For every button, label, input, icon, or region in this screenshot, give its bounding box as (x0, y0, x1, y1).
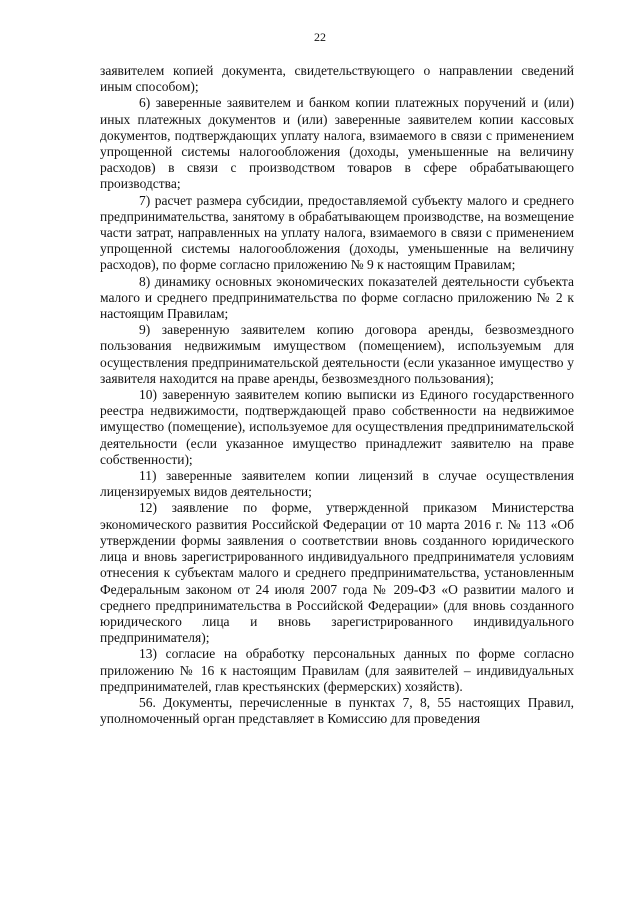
paragraph-item-12: 12) заявление по форме, утвержденной приказом Министерства экономического развития Российской Федерации от 10 марта 2016 г. № 113 «Об утверждении формы заявления о соответствии вновь созданного юридического лица и вновь зарегистрированного индивидуального предпринимателя условиям отнесения к субъектам малого и среднего предпринимательства, установленным Федеральным законом от 24 июля 2007 года № 209-ФЗ «О развитии малого и среднего предпринимательства в Российской Федерации» (для вновь созданного юридического лица и вновь зарегистрированного индивидуального предпринимателя); (100, 500, 574, 646)
paragraph-clause-56: 56. Документы, перечисленные в пунктах 7, 8, 55 настоящих Правил, уполномоченный орган представляет в Комиссию для проведения (100, 694, 574, 727)
paragraph-item-9: 9) заверенную заявителем копию договора аренды, безвозмездного пользования недвижимым имуществом (помещением), используемым для осуществления предпринимательской деятельности (если указанное имущество у заявителя находится на праве аренды, безвозмездного пользования); (100, 322, 574, 386)
paragraph-item-13: 13) согласие на обработку персональных данных по форме согласно приложению № 16 к настоящим Правилам (для заявителей – индивидуальных предпринимателей, глав крестьянских (фермерских) хозяйств). (100, 646, 574, 694)
paragraph-item-6: 6) заверенные заявителем и банком копии платежных поручений и (или) иных платежных документов и (или) заверенные заявителем копии кассовых документов, подтверждающих уплату налога, взимаемого в связи с применением упрощенной системы налогообложения (доходы, уменьшенные на величину расходов) в связи с производством товаров в сфере обрабатывающего производства; (100, 95, 574, 192)
paragraph-item-10: 10) заверенную заявителем копию выписки из Единого государственного реестра недвижимости, подтверждающей право собственности на недвижимое имущество (помещение), используемое для осуществления предпринимательской деятельности (если указанное имущество принадлежит заявителю на праве собственности); (100, 387, 574, 467)
document-body (100, 63, 574, 727)
paragraph-item-7: 7) расчет размера субсидии, предоставляемой субъекту малого и среднего предпринимательства, занятому в обрабатывающем производстве, на возмещение части затрат, направленных на уплату налога, взимаемого в связи с применением упрощенной системы налогообложения (доходы, уменьшенные на величину расходов), по форме согласно приложению № 9 к настоящим Правилам; (100, 192, 574, 273)
paragraph-item-8: 8) динамику основных экономических показателей деятельности субъекта малого и среднего предпринимательства по форме согласно приложению № 2 к настоящим Правилам; (100, 273, 574, 322)
page-number: 22 (314, 30, 326, 44)
paragraph-continuation: заявителем копией документа, свидетельствующего о направлении сведений иным способом); (100, 63, 574, 95)
paragraph-item-11: 11) заверенные заявителем копии лицензий в случае осуществления лицензируемых видов деятельности; (100, 468, 574, 500)
